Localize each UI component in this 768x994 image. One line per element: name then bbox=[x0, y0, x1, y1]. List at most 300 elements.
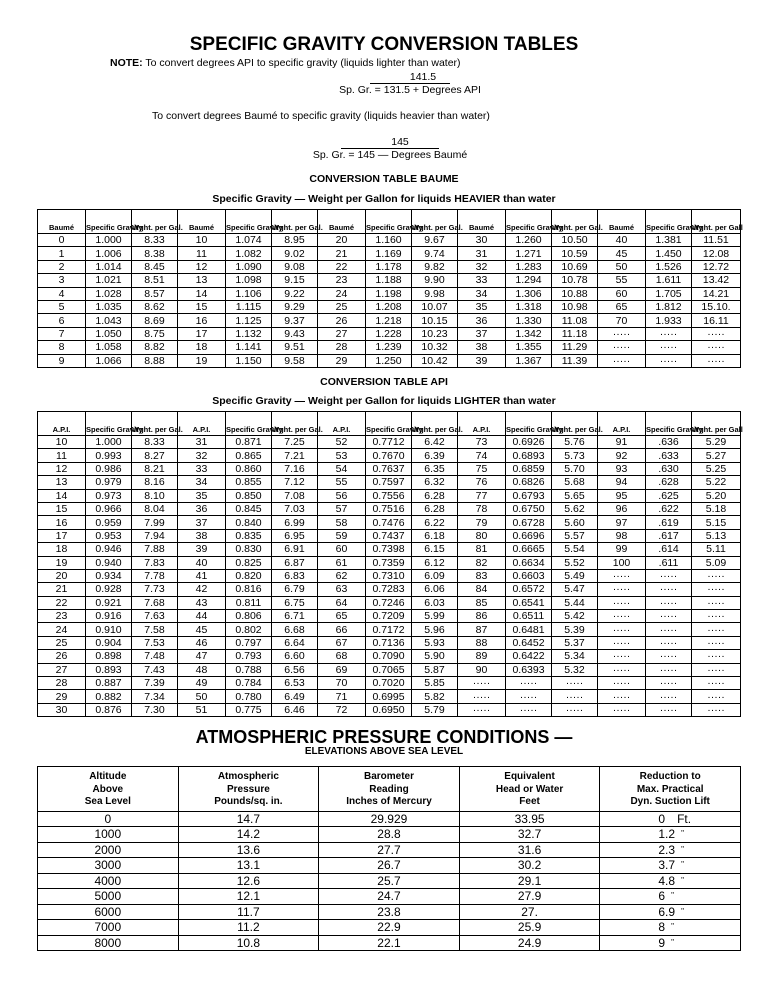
table-row bbox=[38, 935, 741, 951]
table-row bbox=[38, 327, 741, 340]
cell-degree: 45 bbox=[178, 623, 226, 636]
cell-specific-gravity: 0.7437 bbox=[366, 529, 412, 542]
reduction-unit: " bbox=[681, 829, 684, 839]
header-line: Sea Level bbox=[84, 796, 131, 807]
cell-weight-per-gallon: 6.49 bbox=[272, 690, 318, 703]
cell-weight-per-gallon: 6.09 bbox=[412, 569, 458, 582]
cell-weight-per-gallon: 7.12 bbox=[272, 476, 318, 489]
cell-barometer: 22.9 bbox=[319, 920, 460, 936]
cell-specific-gravity: 0.7359 bbox=[366, 556, 412, 569]
reduction-unit: " bbox=[681, 860, 684, 870]
cell-specific-gravity: 0.6995 bbox=[366, 690, 412, 703]
cell-degree: ····· bbox=[598, 636, 646, 649]
cell-specific-gravity: 0.797 bbox=[226, 636, 272, 649]
header-line: Reduction to bbox=[639, 771, 701, 782]
cell-specific-gravity: 1.066 bbox=[86, 354, 132, 367]
cell-specific-gravity: 1.283 bbox=[506, 260, 552, 273]
reduction-value: 4.8 bbox=[658, 873, 676, 888]
table-row bbox=[38, 663, 741, 676]
cell-specific-gravity: .611 bbox=[646, 556, 692, 569]
header-specific-gravity: Specific Gravity bbox=[506, 210, 552, 234]
cell-weight-per-gallon: 6.99 bbox=[272, 516, 318, 529]
cell-degree: 14 bbox=[178, 287, 226, 300]
cell-degree: 57 bbox=[318, 502, 366, 515]
cell-specific-gravity: 0.6859 bbox=[506, 462, 552, 475]
cell-specific-gravity: ····· bbox=[646, 354, 692, 367]
cell-weight-per-gallon: 8.51 bbox=[132, 274, 178, 287]
cell-weight-per-gallon: 5.09 bbox=[692, 556, 741, 569]
cell-degree: 90 bbox=[458, 663, 506, 676]
table-row bbox=[38, 596, 741, 609]
cell-degree: 78 bbox=[458, 502, 506, 515]
cell-specific-gravity: 0.7597 bbox=[366, 476, 412, 489]
cell-degree: 98 bbox=[598, 529, 646, 542]
cell-weight-per-gallon: 15.10. bbox=[692, 300, 741, 313]
header-line: Inches of Mercury bbox=[346, 796, 432, 807]
cell-weight-per-gallon: 8.75 bbox=[132, 327, 178, 340]
cell-degree: 56 bbox=[318, 489, 366, 502]
cell-degree: 29 bbox=[318, 354, 366, 367]
cell-altitude: 3000 bbox=[38, 858, 179, 874]
cell-specific-gravity: 1.330 bbox=[506, 314, 552, 327]
cell-specific-gravity: ····· bbox=[506, 690, 552, 703]
cell-specific-gravity: 0.7476 bbox=[366, 516, 412, 529]
cell-specific-gravity: ····· bbox=[506, 703, 552, 716]
cell-barometer: 24.7 bbox=[319, 889, 460, 905]
cell-degree: 52 bbox=[318, 436, 366, 449]
table-row bbox=[38, 623, 741, 636]
cell-weight-per-gallon: 9.51 bbox=[272, 341, 318, 354]
cell-weight-per-gallon: 6.35 bbox=[412, 462, 458, 475]
cell-degree: 38 bbox=[458, 341, 506, 354]
table-row bbox=[38, 677, 741, 690]
cell-weight-per-gallon: 5.32 bbox=[552, 663, 598, 676]
cell-specific-gravity: 0.835 bbox=[226, 529, 272, 542]
header-specific-gravity: Specific Gravity bbox=[366, 412, 412, 436]
cell-weight-per-gallon: 9.02 bbox=[272, 247, 318, 260]
cell-specific-gravity: 0.6950 bbox=[366, 703, 412, 716]
table-row bbox=[38, 516, 741, 529]
cell-weight-per-gallon: ····· bbox=[692, 569, 741, 582]
reduction-value: 9 bbox=[658, 935, 666, 950]
cell-specific-gravity: 1.021 bbox=[86, 274, 132, 287]
cell-degree: 100 bbox=[598, 556, 646, 569]
cell-degree: 71 bbox=[318, 690, 366, 703]
header-specific-gravity: Specific Gravity bbox=[506, 412, 552, 436]
cell-specific-gravity: ····· bbox=[646, 650, 692, 663]
cell-head: 25.9 bbox=[459, 920, 600, 936]
cell-weight-per-gallon: 5.18 bbox=[692, 502, 741, 515]
table-row bbox=[38, 858, 741, 874]
cell-degree: 33 bbox=[178, 462, 226, 475]
cell-weight-per-gallon: ····· bbox=[692, 623, 741, 636]
cell-specific-gravity: 0.7516 bbox=[366, 502, 412, 515]
cell-degree: 25 bbox=[38, 636, 86, 649]
header-weight-per-gallon: Wght. per Gal. bbox=[272, 412, 318, 436]
header-barometer bbox=[319, 767, 460, 812]
cell-reduction bbox=[600, 827, 741, 843]
cell-weight-per-gallon: 8.16 bbox=[132, 476, 178, 489]
cell-degree: 8 bbox=[38, 341, 86, 354]
cell-weight-per-gallon: 10.78 bbox=[552, 274, 598, 287]
cell-degree: 26 bbox=[318, 314, 366, 327]
cell-weight-per-gallon: 5.47 bbox=[552, 583, 598, 596]
cell-degree: 36 bbox=[458, 314, 506, 327]
cell-weight-per-gallon: 6.75 bbox=[272, 596, 318, 609]
cell-degree: 15 bbox=[38, 502, 86, 515]
reduction-unit: " bbox=[671, 937, 674, 947]
cell-degree: 35 bbox=[178, 489, 226, 502]
note-api-text: To convert degrees API to specific gravity (liquids lighter than water) bbox=[145, 57, 461, 69]
cell-degree: 27 bbox=[38, 663, 86, 676]
cell-degree: 32 bbox=[178, 449, 226, 462]
cell-degree: 18 bbox=[178, 341, 226, 354]
cell-degree: 17 bbox=[38, 529, 86, 542]
header-line: Feet bbox=[519, 796, 540, 807]
cell-specific-gravity: 0.6481 bbox=[506, 623, 552, 636]
cell-weight-per-gallon: 6.64 bbox=[272, 636, 318, 649]
cell-degree: 92 bbox=[598, 449, 646, 462]
cell-specific-gravity: 1.028 bbox=[86, 287, 132, 300]
table-row bbox=[38, 300, 741, 313]
cell-specific-gravity: 0.6926 bbox=[506, 436, 552, 449]
cell-weight-per-gallon: 7.34 bbox=[132, 690, 178, 703]
cell-weight-per-gallon: 6.18 bbox=[412, 529, 458, 542]
cell-specific-gravity: 1.098 bbox=[226, 274, 272, 287]
cell-specific-gravity: 1.043 bbox=[86, 314, 132, 327]
cell-weight-per-gallon: 9.37 bbox=[272, 314, 318, 327]
cell-degree: 70 bbox=[598, 314, 646, 327]
cell-degree: 11 bbox=[38, 449, 86, 462]
table-row bbox=[38, 556, 741, 569]
cell-specific-gravity: 0.871 bbox=[226, 436, 272, 449]
header-reduction bbox=[600, 767, 741, 812]
cell-degree: ····· bbox=[458, 703, 506, 716]
cell-weight-per-gallon: ····· bbox=[692, 663, 741, 676]
cell-degree: 13 bbox=[38, 476, 86, 489]
cell-degree: ····· bbox=[598, 583, 646, 596]
cell-degree: 21 bbox=[38, 583, 86, 596]
cell-degree: 34 bbox=[178, 476, 226, 489]
cell-weight-per-gallon: 11.29 bbox=[552, 341, 598, 354]
cell-specific-gravity: ····· bbox=[646, 569, 692, 582]
cell-weight-per-gallon: ····· bbox=[692, 690, 741, 703]
cell-specific-gravity: 0.7020 bbox=[366, 677, 412, 690]
cell-weight-per-gallon: 12.08 bbox=[692, 247, 741, 260]
header-specific-gravity: Specific Gravity bbox=[226, 412, 272, 436]
cell-weight-per-gallon: ····· bbox=[692, 354, 741, 367]
cell-weight-per-gallon: 6.32 bbox=[412, 476, 458, 489]
cell-specific-gravity: 1.169 bbox=[366, 247, 412, 260]
cell-specific-gravity: 0.806 bbox=[226, 610, 272, 623]
cell-specific-gravity: 1.150 bbox=[226, 354, 272, 367]
cell-weight-per-gallon: 5.90 bbox=[412, 650, 458, 663]
cell-degree: 40 bbox=[178, 556, 226, 569]
cell-weight-per-gallon: 6.28 bbox=[412, 489, 458, 502]
cell-altitude: 7000 bbox=[38, 920, 179, 936]
cell-degree: 67 bbox=[318, 636, 366, 649]
cell-degree: 38 bbox=[178, 529, 226, 542]
cell-reduction bbox=[600, 858, 741, 874]
cell-reduction bbox=[600, 873, 741, 889]
cell-specific-gravity: 0.966 bbox=[86, 502, 132, 515]
cell-specific-gravity: .630 bbox=[646, 462, 692, 475]
cell-weight-per-gallon: 5.37 bbox=[552, 636, 598, 649]
cell-specific-gravity: 0.788 bbox=[226, 663, 272, 676]
cell-weight-per-gallon: 7.53 bbox=[132, 636, 178, 649]
header-degree: Baumé bbox=[178, 210, 226, 234]
cell-weight-per-gallon: 5.85 bbox=[412, 677, 458, 690]
cell-pressure: 13.1 bbox=[178, 858, 319, 874]
cell-specific-gravity: 0.921 bbox=[86, 596, 132, 609]
cell-weight-per-gallon: 6.12 bbox=[412, 556, 458, 569]
cell-degree: 24 bbox=[38, 623, 86, 636]
cell-degree: 18 bbox=[38, 543, 86, 556]
cell-weight-per-gallon: 6.95 bbox=[272, 529, 318, 542]
cell-specific-gravity: 1.611 bbox=[646, 274, 692, 287]
table-row bbox=[38, 610, 741, 623]
cell-degree: ····· bbox=[458, 677, 506, 690]
table-row bbox=[38, 827, 741, 843]
cell-weight-per-gallon: 5.73 bbox=[552, 449, 598, 462]
cell-specific-gravity: 0.820 bbox=[226, 569, 272, 582]
baume-table-title: CONVERSION TABLE BAUME bbox=[309, 173, 459, 185]
header-degree: Baumé bbox=[38, 210, 86, 234]
cell-degree: 31 bbox=[178, 436, 226, 449]
cell-head: 31.6 bbox=[459, 842, 600, 858]
cell-specific-gravity: 0.6696 bbox=[506, 529, 552, 542]
cell-degree: 14 bbox=[38, 489, 86, 502]
cell-weight-per-gallon: 10.07 bbox=[412, 300, 458, 313]
cell-degree: 25 bbox=[318, 300, 366, 313]
cell-degree: 79 bbox=[458, 516, 506, 529]
cell-weight-per-gallon: 5.39 bbox=[552, 623, 598, 636]
table-row bbox=[38, 274, 741, 287]
cell-specific-gravity: 1.355 bbox=[506, 341, 552, 354]
cell-specific-gravity: 0.802 bbox=[226, 623, 272, 636]
page-title: SPECIFIC GRAVITY CONVERSION TABLES bbox=[189, 34, 579, 55]
cell-specific-gravity: 1.271 bbox=[506, 247, 552, 260]
cell-weight-per-gallon: 16.11 bbox=[692, 314, 741, 327]
cell-degree: 45 bbox=[598, 247, 646, 260]
cell-specific-gravity: 0.986 bbox=[86, 462, 132, 475]
cell-weight-per-gallon: 7.03 bbox=[272, 502, 318, 515]
cell-degree: 28 bbox=[318, 341, 366, 354]
cell-weight-per-gallon: 5.54 bbox=[552, 543, 598, 556]
cell-degree: 66 bbox=[318, 623, 366, 636]
baume-formula-denominator: Sp. Gr. = 145 — Degrees Baumé bbox=[312, 149, 468, 161]
cell-degree: ····· bbox=[598, 690, 646, 703]
cell-degree: ····· bbox=[598, 354, 646, 367]
cell-barometer: 22.1 bbox=[319, 935, 460, 951]
cell-weight-per-gallon: 5.93 bbox=[412, 636, 458, 649]
cell-degree: 20 bbox=[318, 234, 366, 247]
cell-specific-gravity: 0.840 bbox=[226, 516, 272, 529]
cell-weight-per-gallon: 7.58 bbox=[132, 623, 178, 636]
cell-weight-per-gallon: ····· bbox=[692, 327, 741, 340]
cell-weight-per-gallon: 5.96 bbox=[412, 623, 458, 636]
cell-reduction bbox=[600, 811, 741, 827]
cell-specific-gravity: 0.7712 bbox=[366, 436, 412, 449]
header-line: Pressure bbox=[226, 783, 270, 795]
table-row bbox=[38, 650, 741, 663]
cell-pressure: 14.2 bbox=[178, 827, 319, 843]
cell-weight-per-gallon: 5.22 bbox=[692, 476, 741, 489]
cell-degree: 95 bbox=[598, 489, 646, 502]
cell-specific-gravity: 0.979 bbox=[86, 476, 132, 489]
cell-weight-per-gallon: 7.88 bbox=[132, 543, 178, 556]
cell-degree: 54 bbox=[318, 462, 366, 475]
table-row bbox=[38, 234, 741, 247]
cell-specific-gravity: .617 bbox=[646, 529, 692, 542]
cell-degree: 83 bbox=[458, 569, 506, 582]
cell-degree: 51 bbox=[178, 703, 226, 716]
cell-weight-per-gallon: 7.63 bbox=[132, 610, 178, 623]
cell-weight-per-gallon: ····· bbox=[692, 610, 741, 623]
table-row bbox=[38, 354, 741, 367]
cell-weight-per-gallon: 6.22 bbox=[412, 516, 458, 529]
table-row bbox=[38, 703, 741, 716]
cell-specific-gravity: 1.006 bbox=[86, 247, 132, 260]
cell-specific-gravity: 0.6750 bbox=[506, 502, 552, 515]
cell-degree: 64 bbox=[318, 596, 366, 609]
cell-weight-per-gallon: 6.42 bbox=[412, 436, 458, 449]
cell-specific-gravity: 0.928 bbox=[86, 583, 132, 596]
cell-weight-per-gallon: 5.11 bbox=[692, 543, 741, 556]
cell-weight-per-gallon: 6.06 bbox=[412, 583, 458, 596]
cell-specific-gravity: 0.6893 bbox=[506, 449, 552, 462]
cell-degree: 32 bbox=[458, 260, 506, 273]
header-weight-per-gallon: Wght. per Gal. bbox=[552, 210, 598, 234]
cell-specific-gravity: ····· bbox=[646, 583, 692, 596]
cell-specific-gravity: 1.090 bbox=[226, 260, 272, 273]
cell-specific-gravity: 1.260 bbox=[506, 234, 552, 247]
cell-specific-gravity: 0.6452 bbox=[506, 636, 552, 649]
cell-specific-gravity: 1.526 bbox=[646, 260, 692, 273]
cell-degree: 86 bbox=[458, 610, 506, 623]
cell-weight-per-gallon: 8.62 bbox=[132, 300, 178, 313]
cell-weight-per-gallon: 7.08 bbox=[272, 489, 318, 502]
cell-weight-per-gallon: 7.21 bbox=[272, 449, 318, 462]
cell-specific-gravity: ····· bbox=[646, 636, 692, 649]
cell-specific-gravity: 1.306 bbox=[506, 287, 552, 300]
cell-degree: 88 bbox=[458, 636, 506, 649]
cell-altitude: 4000 bbox=[38, 873, 179, 889]
cell-specific-gravity: 1.342 bbox=[506, 327, 552, 340]
cell-pressure: 10.8 bbox=[178, 935, 319, 951]
cell-degree: 12 bbox=[38, 462, 86, 475]
cell-specific-gravity: 0.845 bbox=[226, 502, 272, 515]
cell-head: 27.9 bbox=[459, 889, 600, 905]
cell-specific-gravity: 0.876 bbox=[86, 703, 132, 716]
cell-weight-per-gallon: 7.83 bbox=[132, 556, 178, 569]
cell-weight-per-gallon: 9.08 bbox=[272, 260, 318, 273]
header-specific-gravity: Specific Gravity bbox=[86, 412, 132, 436]
cell-degree: 27 bbox=[318, 327, 366, 340]
cell-weight-per-gallon: 6.60 bbox=[272, 650, 318, 663]
header-specific-gravity: Specific Gravity bbox=[86, 210, 132, 234]
cell-degree: 39 bbox=[178, 543, 226, 556]
cell-weight-per-gallon: 11.18 bbox=[552, 327, 598, 340]
cell-degree: 22 bbox=[38, 596, 86, 609]
header-line: Reading bbox=[369, 783, 409, 795]
cell-specific-gravity: 0.6665 bbox=[506, 543, 552, 556]
cell-degree: 34 bbox=[458, 287, 506, 300]
cell-degree: 73 bbox=[458, 436, 506, 449]
reduction-unit: " bbox=[681, 875, 684, 885]
cell-specific-gravity: .619 bbox=[646, 516, 692, 529]
header-degree: Baumé bbox=[318, 210, 366, 234]
header-degree: Baumé bbox=[458, 210, 506, 234]
table-row bbox=[38, 260, 741, 273]
cell-pressure: 12.6 bbox=[178, 873, 319, 889]
cell-weight-per-gallon: 7.43 bbox=[132, 663, 178, 676]
cell-weight-per-gallon: 8.57 bbox=[132, 287, 178, 300]
cell-weight-per-gallon: 13.42 bbox=[692, 274, 741, 287]
cell-weight-per-gallon: 10.88 bbox=[552, 287, 598, 300]
cell-weight-per-gallon: 8.45 bbox=[132, 260, 178, 273]
cell-weight-per-gallon: ····· bbox=[692, 341, 741, 354]
cell-specific-gravity: 1.294 bbox=[506, 274, 552, 287]
cell-degree: 40 bbox=[598, 234, 646, 247]
cell-degree: 10 bbox=[38, 436, 86, 449]
header-line: Dyn. Suction Lift bbox=[630, 796, 710, 807]
cell-weight-per-gallon: 9.74 bbox=[412, 247, 458, 260]
cell-specific-gravity: ····· bbox=[646, 690, 692, 703]
cell-specific-gravity: 1.381 bbox=[646, 234, 692, 247]
cell-barometer: 25.7 bbox=[319, 873, 460, 889]
cell-altitude: 8000 bbox=[38, 935, 179, 951]
cell-specific-gravity: 0.7209 bbox=[366, 610, 412, 623]
cell-degree: 61 bbox=[318, 556, 366, 569]
header-specific-gravity: Specific Gravity bbox=[366, 210, 412, 234]
cell-weight-per-gallon: 7.39 bbox=[132, 677, 178, 690]
cell-degree: 80 bbox=[458, 529, 506, 542]
cell-specific-gravity: 1.014 bbox=[86, 260, 132, 273]
cell-degree: 15 bbox=[178, 300, 226, 313]
cell-weight-per-gallon: 5.62 bbox=[552, 502, 598, 515]
table-row bbox=[38, 314, 741, 327]
cell-weight-per-gallon: 5.76 bbox=[552, 436, 598, 449]
cell-degree: 7 bbox=[38, 327, 86, 340]
note-baume-text: To convert degrees Baumé to specific gravity (liquids heavier than water) bbox=[152, 110, 490, 122]
api-formula-numerator: 141.5 bbox=[370, 71, 450, 84]
cell-specific-gravity: 0.934 bbox=[86, 569, 132, 582]
cell-specific-gravity: ····· bbox=[646, 596, 692, 609]
cell-weight-per-gallon: ····· bbox=[552, 703, 598, 716]
cell-weight-per-gallon: 5.15 bbox=[692, 516, 741, 529]
cell-degree: 13 bbox=[178, 274, 226, 287]
cell-degree: 23 bbox=[38, 610, 86, 623]
cell-weight-per-gallon: ····· bbox=[692, 636, 741, 649]
cell-degree: ····· bbox=[598, 596, 646, 609]
reduction-value: 8 bbox=[658, 920, 666, 935]
cell-specific-gravity: 0.6603 bbox=[506, 569, 552, 582]
cell-specific-gravity: 1.035 bbox=[86, 300, 132, 313]
header-weight-per-gallon: Wght. per Gal. bbox=[272, 210, 318, 234]
cell-degree: ····· bbox=[598, 650, 646, 663]
cell-degree: 37 bbox=[178, 516, 226, 529]
header-line: Above bbox=[92, 783, 124, 795]
cell-weight-per-gallon: 14.21 bbox=[692, 287, 741, 300]
cell-head: 30.2 bbox=[459, 858, 600, 874]
cell-weight-per-gallon: 9.22 bbox=[272, 287, 318, 300]
cell-barometer: 29.929 bbox=[319, 811, 460, 827]
cell-degree: 30 bbox=[38, 703, 86, 716]
baume-table-subtitle: Specific Gravity — Weight per Gallon for liquids HEAVIER than water bbox=[212, 193, 556, 205]
cell-barometer: 26.7 bbox=[319, 858, 460, 874]
cell-weight-per-gallon: 7.68 bbox=[132, 596, 178, 609]
